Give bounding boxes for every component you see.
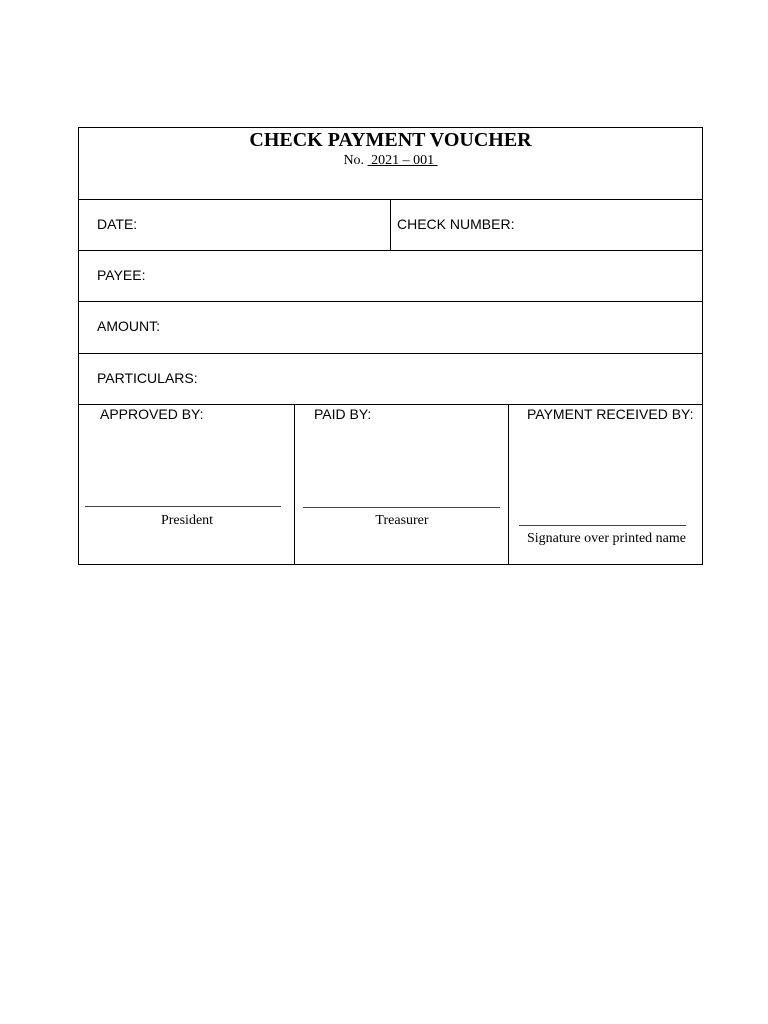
approved-by-caption: President xyxy=(160,513,214,528)
received-by-label: PAYMENT RECEIVED BY: xyxy=(527,406,694,422)
received-by-caption: Signature over printed name xyxy=(527,531,687,546)
payee-label: PAYEE: xyxy=(97,267,146,283)
voucher-title: CHECK PAYMENT VOUCHER xyxy=(249,129,532,151)
paid-by-caption: Treasurer xyxy=(375,513,429,528)
voucher-number-value: 2021 – 001 xyxy=(367,153,438,168)
date-check-divider xyxy=(390,200,391,250)
approved-by-signature-line xyxy=(85,506,281,507)
approved-by-label: APPROVED BY: xyxy=(100,406,204,422)
payee-row xyxy=(79,251,702,302)
paid-by-block xyxy=(295,405,509,564)
check-payment-voucher xyxy=(78,127,703,565)
paid-by-label: PAID BY: xyxy=(314,406,372,422)
received-by-block xyxy=(509,405,702,564)
signature-section xyxy=(79,405,702,564)
amount-label: AMOUNT: xyxy=(97,318,160,334)
voucher-header xyxy=(79,128,702,200)
date-label: DATE: xyxy=(97,216,138,232)
approved-by-block xyxy=(79,405,295,564)
date-check-row xyxy=(79,200,702,251)
amount-row xyxy=(79,302,702,354)
paid-by-signature-line xyxy=(303,507,500,508)
check-number-label: CHECK NUMBER: xyxy=(397,216,515,232)
particulars-row xyxy=(79,354,702,405)
voucher-number xyxy=(79,153,702,169)
received-by-signature-line xyxy=(519,525,686,526)
voucher-number-label: No. xyxy=(343,153,365,168)
particulars-label: PARTICULARS: xyxy=(97,370,198,386)
